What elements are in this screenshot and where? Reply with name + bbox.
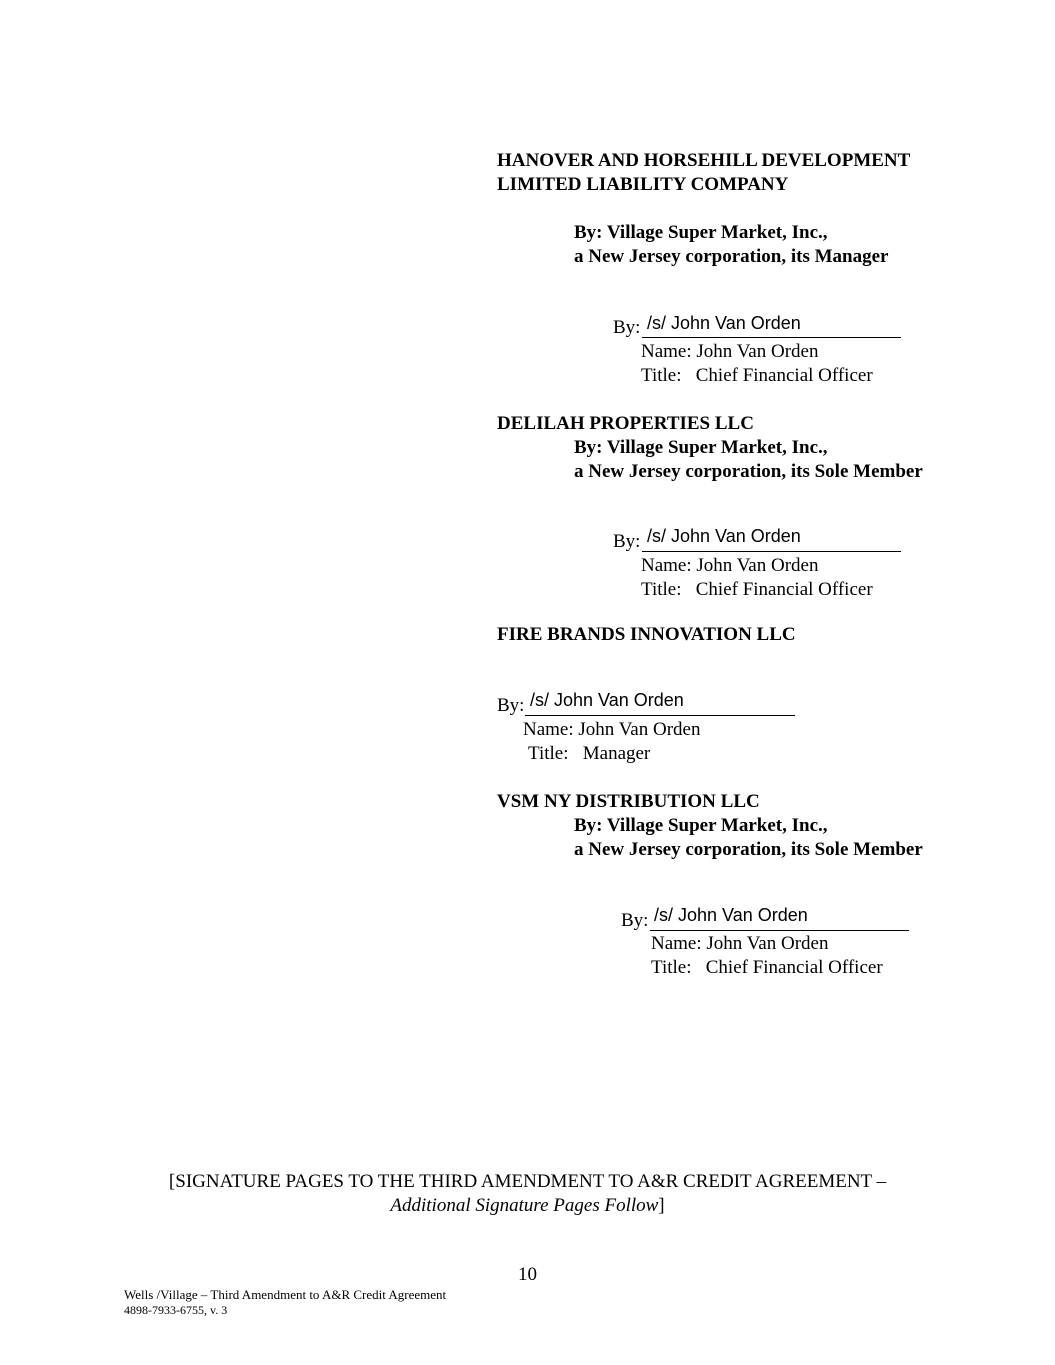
signer-name: Name: John Van Orden [523,719,701,740]
signer-title: Title: Chief Financial Officer [641,365,873,386]
entity-name-line: HANOVER AND HORSEHILL DEVELOPMENT [497,150,911,171]
entity-name-line: DELILAH PROPERTIES LLC [497,413,754,434]
signer-title: Title: Manager [528,743,651,764]
signature-line [642,551,901,552]
manager-line: By: Village Super Market, Inc., [574,815,828,836]
signer-name: Name: John Van Orden [641,341,819,362]
signer-title: Title: Chief Financial Officer [651,957,883,978]
signature-page-caption: [SIGNATURE PAGES TO THE THIRD AMENDMENT TO A&R CREDIT AGREEMENT – [168,1171,887,1192]
entity-name-line: VSM NY DISTRIBUTION LLC [497,791,760,812]
signature-line [525,715,795,716]
manager-description: a New Jersey corporation, its Sole Member [574,461,923,482]
by-label: By: [613,531,641,552]
caption-bracket: ] [658,1195,665,1216]
page-number: 10 [518,1264,537,1285]
manager-description: a New Jersey corporation, its Sole Member [574,839,923,860]
footer-doc-id: 4898-7933-6755, v. 3 [124,1303,228,1317]
signature: /s/ John Van Orden [530,690,684,710]
manager-description: a New Jersey corporation, its Manager [574,246,889,267]
footer-doc-title: Wells /Village – Third Amendment to A&R Credit Agreement [124,1287,447,1302]
manager-line: By: Village Super Market, Inc., [574,437,828,458]
signature: /s/ John Van Orden [654,905,808,925]
signature-line [650,930,909,931]
by-label: By: [497,695,525,716]
signer-name: Name: John Van Orden [651,933,829,954]
entity-name-line: FIRE BRANDS INNOVATION LLC [497,624,796,645]
by-label: By: [621,910,649,931]
signer-title: Title: Chief Financial Officer [641,579,873,600]
signer-name: Name: John Van Orden [641,555,819,576]
signature: /s/ John Van Orden [647,313,801,333]
manager-line: By: Village Super Market, Inc., [574,222,828,243]
signature: /s/ John Van Orden [647,526,801,546]
signature-page-caption-line2 [0,1194,1055,1218]
by-label: By: [613,317,641,338]
signature-line [642,337,901,338]
caption-italic: Additional Signature Pages Follow [390,1195,659,1216]
entity-name-line: LIMITED LIABILITY COMPANY [497,174,789,195]
